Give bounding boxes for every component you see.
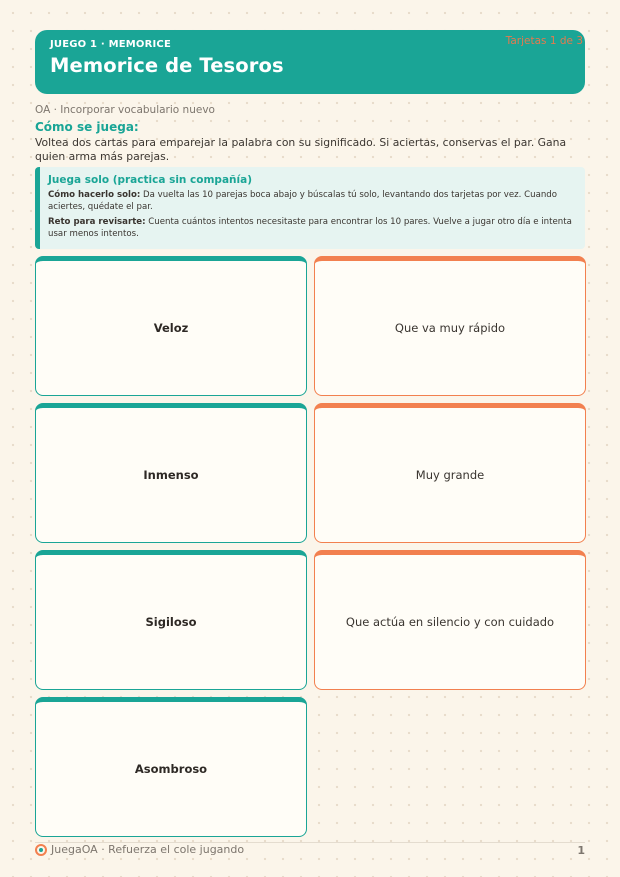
memory-card-definition[interactable]: Que actúa en silencio y con cuidado [314, 550, 586, 690]
brand-logo-icon [35, 844, 47, 856]
learning-objective: OA · Incorporar vocabulario nuevo [35, 104, 215, 116]
game-kicker: JUEGO 1 · MEMORICE [50, 39, 172, 50]
memory-card-definition[interactable]: Que va muy rápido [314, 256, 586, 396]
footer-brand [35, 843, 244, 856]
footer-brand-text: JuegaOA · Refuerza el cole jugando [51, 843, 245, 856]
solo-play-box [35, 167, 585, 249]
page-title: Memorice de Tesoros [50, 54, 284, 77]
header-banner [35, 30, 585, 94]
memory-card-word[interactable]: Sigiloso [35, 550, 307, 690]
solo-title: Juega solo (practica sin compañía) [48, 174, 252, 186]
solo-how-line [48, 190, 575, 213]
memory-card-word[interactable]: Inmenso [35, 403, 307, 543]
memory-card-word[interactable]: Veloz [35, 256, 307, 396]
memory-card-definition[interactable]: Muy grande [314, 403, 586, 543]
solo-challenge-label: Reto para revisarte: [48, 217, 146, 227]
solo-how-label: Cómo hacerlo solo: [48, 190, 141, 200]
card-pager: Tarjetas 1 de 3 [505, 35, 583, 47]
solo-challenge-text: Cuenta cuántos intentos necesitaste para encontrar los 10 pares. Vuelve a jugar otro día e intenta usar menos intentos. [48, 217, 572, 239]
how-to-play-text: Voltea dos cartas para emparejar la palabra con su significado. Si aciertas, conservas el par. Gana quien arma más parejas. [35, 136, 567, 163]
page-number: 1 [577, 844, 585, 857]
how-to-play-title: Cómo se juega: [35, 120, 139, 134]
solo-how-text: Da vuelta las 10 parejas boca abajo y búscalas tú solo, levantando dos tarjetas por vez. Cuando aciertes, quédate el par. [48, 190, 558, 212]
solo-challenge-line [48, 217, 575, 240]
memory-card-word[interactable]: Asombroso [35, 697, 307, 837]
